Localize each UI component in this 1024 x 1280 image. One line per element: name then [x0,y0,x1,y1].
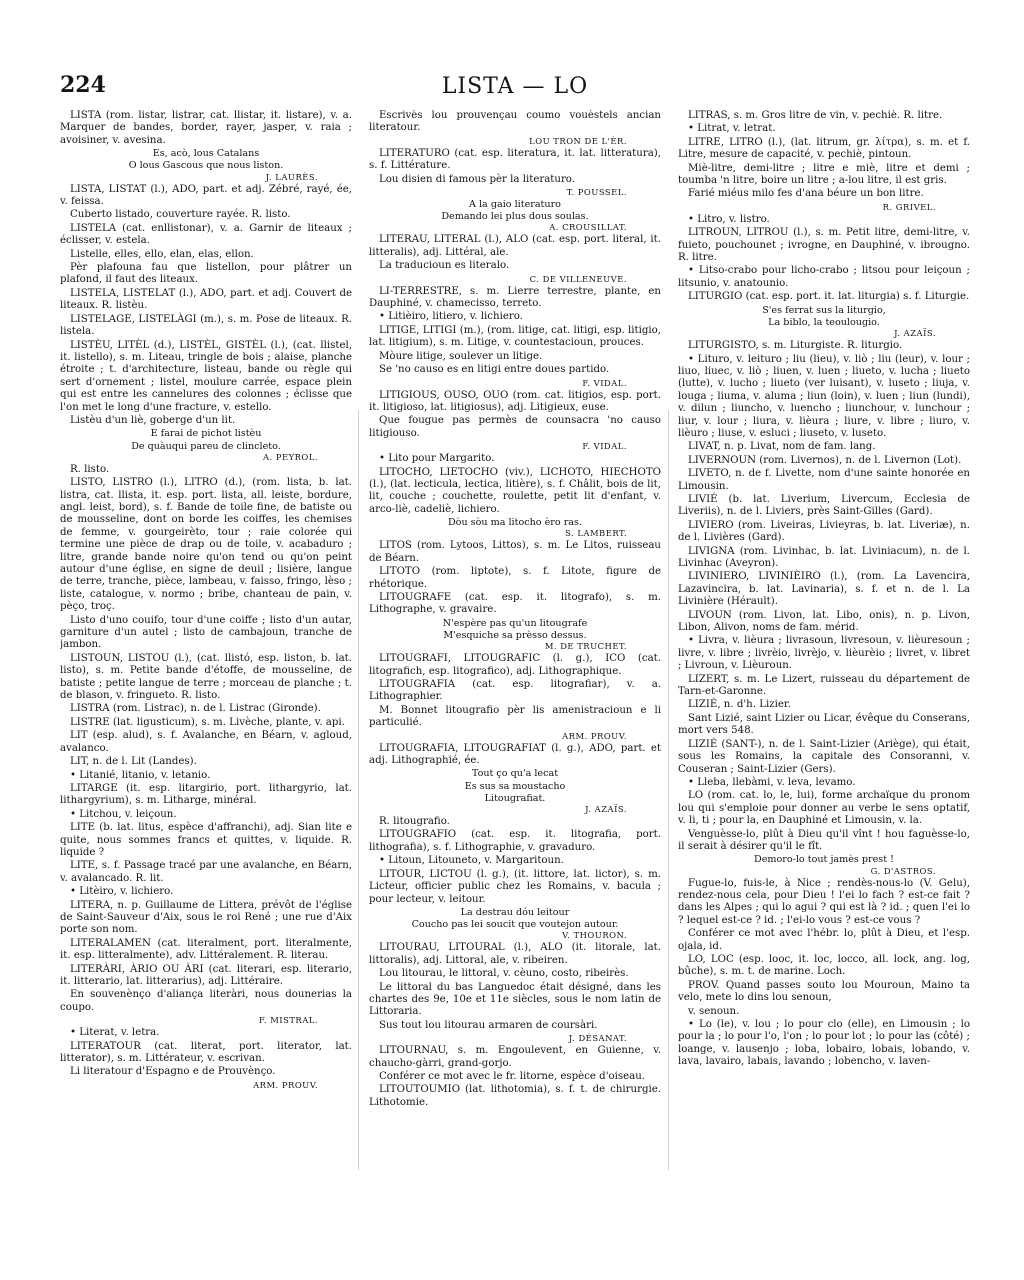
dictionary-entry: • Lito pour Margarito. [379,453,495,465]
dictionary-entry: LITRAS, s. m. Gros litre de vin, v. pechiè. R. litre. [688,110,943,121]
dictionary-entry: LITOUGRAFIA (cat. esp. litografiar), v. a. Lithographier. [369,679,661,703]
quotation-line: Tout ço qu'a lecat [471,768,559,780]
dictionary-entry: LISTELAGE, LISTELÀGI (m.), s. m. Pose de liteaux. R. listela. [60,313,352,338]
quotation-line: M'esquiche sa prèsso dessus. [443,630,587,641]
dictionary-entry: v. senoun. [688,1005,740,1017]
page-header [60,72,970,112]
dictionary-entry: LITOUGRAFI, LITOUGRAFIC (l. g.), ICO (cat. litografich, esp. litografico), adj. Lithographique. [369,653,661,677]
dictionary-entry: LISTÈU, LITÈL (d.), LISTÈL, GISTÈL (l.), (cat. llistel, it. listello), s. m. Liteau, tringle de bois ; alaise, planche étroite ; t. d'architecture, listeau, bande ou règle qui sert d'ornement ; listel, moulure carrée, espace plein qui est entre les cannelures des colonnes ; éclisse que l'on met le long d'une fracture, v. estello. [60,339,352,413]
dictionary-entry: • Litanié, litanio, v. letanio. [70,769,211,781]
dictionary-entry: R. litougrafio. [379,816,450,828]
dictionary-entry: • Litièiro, litiero, v. lichiero. [379,311,523,323]
dictionary-entry: En souvenènço d'aliança literàri, nous dounerias la coupo. [60,989,352,1013]
dictionary-entry: LITOUGRAFE (cat. esp. it. litografo), s. m. Lithographe, v. gravaire. [369,591,661,616]
dictionary-entry: LIT, n. de l. Lit (Landes). [70,756,197,768]
dictionary-entry: La traducioun es literalo. [379,260,510,272]
quotation-author: ARM. PROUV. [253,1079,318,1090]
dictionary-entry: LITROUN, LITROU (l.), s. m. Petit litre, demi-litre, v. fuieto, pouchounet ; ivrogne, en Dauphiné, v. ibrougno. R. litre. [678,227,970,264]
dictionary-entry: Conférer ce mot avec le fr. litorne, espèce d'oiseau. [379,1070,646,1082]
dictionary-entry: Conférer ce mot avec l'hébr. lo, plût à Dieu, et l'esp. ojala, id. [678,928,970,952]
quotation-line: La destrau dóu leitour [460,906,570,918]
quotation-author: C. DE VILLENEUVE. [529,273,627,284]
dictionary-entry: LISTO, LISTRO (l.), LITRO (d.), (rom. lista, b. lat. listra, cat. llista, it. esp. port. lista, all. leiste, bordure, angl. leist, bord), s. f. Bande de toile fine, de batiste ou de mousseline, dont on borde les coiffes, les chemises de femme, v. gourgeirèto, tour ; raie colorée qui termine une pièce de drap ou de toile, v. acabaduro ; litre, grande bande noire qu'on tend ou qu'on peint autour d'une église, en signe de deuil ; lisière, langue de terre, tranche, pièce, lambeau, v. faisso, fringo, lèso ; liste, catalogue, v. normo ; bribe, chanteau de pain, v. pèço, troç. [60,477,352,613]
quotation-line: Litougrafiat. [484,792,546,804]
dictionary-entry: LIZIÉ (SANT-), n. de l. Saint-Lizier (Ariège), qui était, sous les Romains, la capitale des Consoranni, v. Couseran ; Saint-Lizier (Gers). [678,738,970,775]
dictionary-entry: LISTOUN, LISTOU (l.), (cat. llistó, esp. liston, b. lat. listo), s. m. Petite bande d'étoffe, de mousseline, de batiste ; petite langue de terre ; morceau de planche ; t. de blason, v. fringueto. R. listo. [60,652,352,702]
dictionary-entry: LISTRA (rom. Listrac), n. de l. Listrac (Gironde). [70,703,321,715]
dictionary-entry: LITARGE (it. esp. litargirio, port. lithargyrio, lat. lithargyrium), s. m. Litharge, minéral. [60,782,352,807]
quotation-author: A. PEYROL. [262,451,318,462]
dictionary-entry: PROV. Quand passes souto lou Mouroun, Maino ta velo, mete lo dins lou senoun, [678,979,970,1004]
quotation-author: M. DE TRUCHET. [544,641,627,652]
quotation-author: T. POUSSEL. [566,187,627,198]
dictionary-entry: • Lituro, v. leituro ; liu (lieu), v. liò ; liu (leur), v. lour ; liuo, liuec, v. liò ; liuen, v. luen ; liueto, v. lucha ; liueto (lutte), v. lucho ; liueto (ver luisant), v. luseto ; liuja, v. louga ; liuma, v. aluma ; liun (loin), v. luen ; liun (lundi), v. dilun ; liuncho, v. luencho ; liunchour, v. lunchour ; liur, v. lour ; liura, v. lièura ; liure, v. libre ; liuro, v. lièuro ; liuse, v. esluci ; liuseto, v. luseto. [678,353,970,439]
dictionary-entry: LO, LOC (esp. looc, it. loc, locco, all. lock, ang. log, bûche), s. m. t. de marine. Loch. [678,953,970,978]
dictionary-entry: • Litoun, Litouneto, v. Margaritoun. [379,855,564,867]
quotation-author: LOU TRON DE L'ÈR. [529,135,627,146]
dictionary-entry: LITURGISTO, s. m. Liturgiste. R. liturgio. [688,340,903,352]
quotation-author: F. VIDAL. [582,441,627,452]
dictionary-entry: LITE, s. f. Passage tracé par une avalanche, en Béarn, v. avalancado. R. lit. [60,860,352,884]
dictionary-entry: LISTELA, LISTELAT (l.), ADO, part. et adj. Couvert de liteaux. R. listèu. [60,287,352,312]
dictionary-entry: Pèr plafouna fau que listellon, pour plâtrer un plafond, il faut des liteaux. [60,262,352,286]
dictionary-entry: Le littoral du bas Languedoc était désigné, dans les chartes des 9e, 10e et 11e siècles, sous le nom latin de Littoraria. [369,981,661,1018]
dictionary-entry: Fugue-lo, fuis-le, à Nice ; rendès-nous-lo (V. Gelu), rendez-nous cela, pour Dieu ! l'ei lo fach ? est-ce fait ? dans les Alpes ; qui lo agui ? qui est là ? id. ; quen l'ei lo ? lequel est-ce ? id. ; l'ei-lo vous ? est-ce vous ? [678,877,970,926]
dictionary-entry: LI-TERRESTRE, s. m. Lierre terrestre, plante, en Dauphiné, v. chamecisso, terreto. [369,285,661,310]
dictionary-entry: M. Bonnet litougrafio pèr lis amenistracioun e li particulié. [369,704,661,729]
quotation-line: O lous Gascous que nous liston. [128,160,284,172]
column-divider-right [668,410,669,1170]
quotation-line: Coucho pas lei soucit que voutejon autour. [411,919,619,931]
quotation-line: Es, acò, lous Catalans [152,148,260,160]
dictionary-entry: • Literat, v. letra. [70,1027,160,1039]
dictionary-entry: LITOUGRAFIA, LITOUGRAFIAT (l. g.), ADO, part. et adj. Lithographié, ée. [369,742,661,767]
dictionary-entry: LIVETO, n. de f. Livette, nom d'une sainte honorée en Limousin. [678,468,970,492]
dictionary-entry: • Litro, v. listro. [688,213,770,225]
quotation-line: Demoro-lo tout jamès prest ! [754,854,894,866]
dictionary-entry: LITOTO (rom. liptote), s. f. Litote, figure de rhétorique. [369,566,661,590]
quotation-author: F. MISTRAL. [258,1015,318,1026]
dictionary-entry: Venguèsse-lo, plût à Dieu qu'il vînt ! hou faguèsse-lo, il serait à désirer qu'il le fît. [678,828,970,852]
column-divider-left [358,410,359,1170]
dictionary-entry: Listelle, elles, ello, elan, elas, ellon. [70,248,254,260]
dictionary-entry: LIT (esp. alud), s. f. Avalanche, en Béarn, v. agloud, avalanco. [60,730,352,754]
dictionary-entry: LISTRE (lat. ligusticum), s. m. Livèche, plante, v. api. [70,716,345,728]
dictionary-entry: • Lo (le), v. lou ; lo pour clo (elle), en Limousin ; lo pour la ; lo pour l'o, l'on ; lo pour lot ; lo pour las (côté) ; loange, v. lausenjo ; loba, lobairo, lobais, lobando, v. lava, lavairo, labais, lavando ; lobencho, v. laven- [678,1019,970,1068]
dictionary-entry: LIVIÉ (b. lat. Liverium, Livercum, Ecclesia de Liveriis), n. de l. Liviers, près Saint-Gilles (Gard). [678,493,970,518]
dictionary-entry: LITOCHO, LIETOCHO (viv.), LICHOTO, HIECHOTO (l.), (lat. lecticula, lectica, litière), s. f. Châlit, bois de lit, lit, couche ; couchette, roulette, petit lit d'enfant, v. arco-liè, cadeliè, lichiero. [369,466,661,515]
dictionary-entry: LIVIERO (rom. Liveiras, Livieyras, b. lat. Liveriæ), n. de l. Livières (Gard). [678,519,970,544]
dictionary-entry: LITOUGRAFIO (cat. esp. it. litografia, port. lithografia), s. f. Lithographie, v. gravaduro. [369,829,661,853]
quotation-author: J. LAURÈS. [265,171,318,182]
page-title: LISTA — LO [441,74,589,99]
dictionary-entry: Que fougue pas permès de counsacra 'no causo litigiouso. [369,415,661,439]
dictionary-entry: Se 'no causo es en litigi entre doues partido. [379,364,610,376]
dictionary-page [60,72,970,1252]
dictionary-entry: • Litrat, v. letrat. [688,123,776,135]
quotation-author: ARM. PROUV. [562,730,627,741]
dictionary-entry: Sant Lizié, saint Lizier ou Licar, évêque du Conserans, mort vers 548. [678,712,970,737]
dictionary-entry: Listèu d'un liè, goberge d'un lit. [70,414,236,426]
dictionary-entry: • Livra, v. lièura ; livrasoun, livresoun, v. lièuresoun ; livre, v. libre ; livrèio, livrèjo, v. lièurèio ; livret, v. libret ; Livroun, v. Lièuroun. [678,635,970,672]
dictionary-entry: LITIGE, LITIGI (m.), (rom. litige, cat. litigi, esp. litigio, lat. litigium), s. m. Litige, v. countestacioun, prouces. [369,324,661,349]
dictionary-entry: Cuberto listado, couverture rayée. R. listo. [70,209,291,221]
dictionary-entry: • Lleba, llebàmi, v. leva, levamo. [688,776,856,788]
dictionary-entry: LITERAU, LITERAL (l.), ALO (cat. esp. port. literal, it. litteralis), adj. Littéral, ale. [369,234,661,258]
dictionary-entry: Mòure litige, soulever un litige. [379,350,543,362]
dictionary-entry: Li literatour d'Espagno e de Prouvènço. [70,1066,276,1078]
dictionary-entry: LITOUR, LICTOU (l. g.), (it. littore, lat. lictor), s. m. Licteur, officier public chez les Romains, v. bacula ; pour lecteur, v. leitour. [369,868,661,905]
quotation-author: G. D'ASTROS. [870,865,936,876]
dictionary-entry: LITERÀRI, ÀRIO OU ÀRI (cat. literari, esp. literario, it. litterario, lat. litterarius), adj. Littéraire. [60,963,352,987]
quotation-line: N'espère pas qu'un litougrafe [442,617,588,629]
quotation-line: Dòu sòu ma litocho èro ras. [447,517,582,529]
quotation-author: J. AZAÏS. [585,804,627,815]
quotation-author: V. THOURON. [562,930,627,941]
dictionary-entry: LIZERT, s. m. Le Lizert, ruisseau du département de Tarn-et-Garonne. [678,673,970,698]
dictionary-entry: LITOS (rom. Lytoos, Littos), s. m. Le Litos, ruisseau de Béarn. [369,540,661,564]
quotation-line: Es sus sa moustacho [464,780,566,792]
dictionary-entry: LIVOUN (rom. Livon, lat. Libo, onis), n. p. Livon, Libon, Alivon, noms de fam. mérid. [678,609,970,634]
quotation-author: A. CROUSILLAT. [549,222,627,233]
dictionary-entry: • Litso-crabo pour licho-crabo ; litsou pour leiçoun ; litsunio, v. anatounio. [678,265,970,289]
quotation-author: R. GRIVEL. [882,201,936,212]
dictionary-entry: Escrivès lou prouvençau coumo vouèstels ancian literatour. [369,110,661,134]
dictionary-entry: LISTELA (cat. enllistonar), v. a. Garnir de liteaux ; éclisser, v. estela. [60,222,352,247]
quotation-author: J. DÉSANAT. [568,1033,627,1044]
dictionary-entry: Listo d'uno couifo, tour d'une coiffe ; listo d'un autar, garniture d'un autel ; listo de cambajoun, tranche de jambon. [60,614,352,651]
quotation-line: De quàuqui pareu de clincleto. [131,440,281,452]
dictionary-entry: • Litèiro, v. lichiero. [70,886,174,898]
dictionary-entry: R. listo. [70,463,110,475]
dictionary-entry: LISTA (rom. listar, listrar, cat. llistar, it. listare), v. a. Marquer de bandes, border, rayer, jasper, v. raia ; avoisiner, v. avesina. [60,110,352,146]
dictionary-entry: LITOURNAU, s. m. Engoulevent, en Guienne, v. chaucho-gàrri, grand-gorjo. [369,1045,661,1069]
quotation-author: S. LAMBERT. [565,528,627,539]
dictionary-entry: LITIGIOUS, OUSO, OUO (rom. cat. litigios, esp. port. it. litigioso, lat. litigiosus), adj. Litigieux, euse. [369,389,661,413]
dictionary-entry: LIVINIERO, LIVINIÈIRO (l.), (rom. La Lavencira, Lazavincira, b. lat. Lavinaria), s. f. et n. de l. La Livinière (Hérault). [678,571,970,608]
quotation-line: A la gaio literaturo [469,199,561,211]
dictionary-entry: Miè-litre, demi-litre ; litre e miè, litre et demi ; toumba 'n litre, boire un litre ; a-lou litre, il est gris. [678,162,970,187]
column-left [60,110,352,1248]
dictionary-entry: LIVERNOUN (rom. Livernos), n. de l. Livernon (Lot). [688,454,962,466]
quotation-line: Demando lei plus dous soulas. [441,211,589,223]
quotation-line: E farai de pichot listèu [150,428,262,440]
page-number: 224 [60,72,106,98]
quotation-author: J. AZAÏS. [894,328,936,339]
dictionary-entry: LITOUTOUMIO (lat. lithotomia), s. f. t. de chirurgie. Lithotomie. [369,1084,661,1108]
dictionary-entry: • Litchou, v. leiçoun. [70,808,177,820]
dictionary-entry: LO (rom. cat. lo, le, lui), forme archaïque du pronom lou qui s'emploie pour donner au verbe le sens optatif, v. li, ti ; pour la, en Dauphiné et Limousin, v. la. [678,790,970,827]
quotation-line: La biblo, la teoulougio. [768,316,880,328]
dictionary-entry: LITERA, n. p. Guillaume de Littera, prévôt de l'église de Saint-Sauveur d'Aix, sous le roi René ; une rue d'Aix porte son nom. [60,899,352,936]
dictionary-entry: LITURGIO (cat. esp. port. it. lat. liturgia) s. f. Liturgie. [688,291,970,303]
dictionary-entry: LITOURAU, LITOURAL (l.), ALO (it. litorale, lat. littoralis), adj. Littoral, ale, v. ribeiren. [369,942,661,966]
dictionary-entry: LITERATOUR (cat. literat, port. literator, lat. litterator), s. m. Littérateur, v. escrivan. [60,1040,352,1065]
dictionary-entry: Lou litourau, le littoral, v. cèuno, costo, ribeirès. [379,968,629,980]
dictionary-entry: Lou disien di famous pèr la literaturo. [379,173,576,185]
dictionary-entry: LITERALAMEN (cat. literalment, port. literalmente, it. esp. litteralmente), adv. Littéralement. R. literau. [60,937,352,962]
dictionary-entry: Sus tout lou litourau armaren de coursàri. [379,1019,598,1031]
dictionary-entry: Farié miéus milo fes d'ana béure un bon litre. [688,188,924,200]
columns [60,110,970,1250]
dictionary-entry: LIVAT, n. p. Livat, nom de fam. lang. [688,441,876,453]
dictionary-entry: LITRE, LITRO (l.), (lat. litrum, gr. λίτρα), s. m. et f. Litre, mesure de capacité, v. pechiè, pintoun. [678,136,970,161]
quotation-author: F. VIDAL. [582,377,627,388]
dictionary-entry: LIVIGNA (rom. Livinhac, b. lat. Liviniacum), n. de l. Livinhac (Aveyron). [678,545,970,569]
dictionary-entry: LITERATURO (cat. esp. literatura, it. lat. litteratura), s. f. Littérature. [369,147,661,172]
quotation-line: S'es ferrat sus la liturgio, [762,304,886,316]
dictionary-entry: LIZIÉ, n. d'h. Lizier. [688,699,791,711]
column-middle [369,110,661,1248]
column-right [678,110,970,1248]
dictionary-entry: LISTA, LISTAT (l.), ADO, part. et adj. Zébré, rayé, ée, v. feissa. [60,183,352,208]
dictionary-entry: LITE (b. lat. litus, espèce d'affranchi), adj. Sian lite e quite, nous sommes francs et quittes, v. liquide. R. liquide ? [60,822,352,858]
